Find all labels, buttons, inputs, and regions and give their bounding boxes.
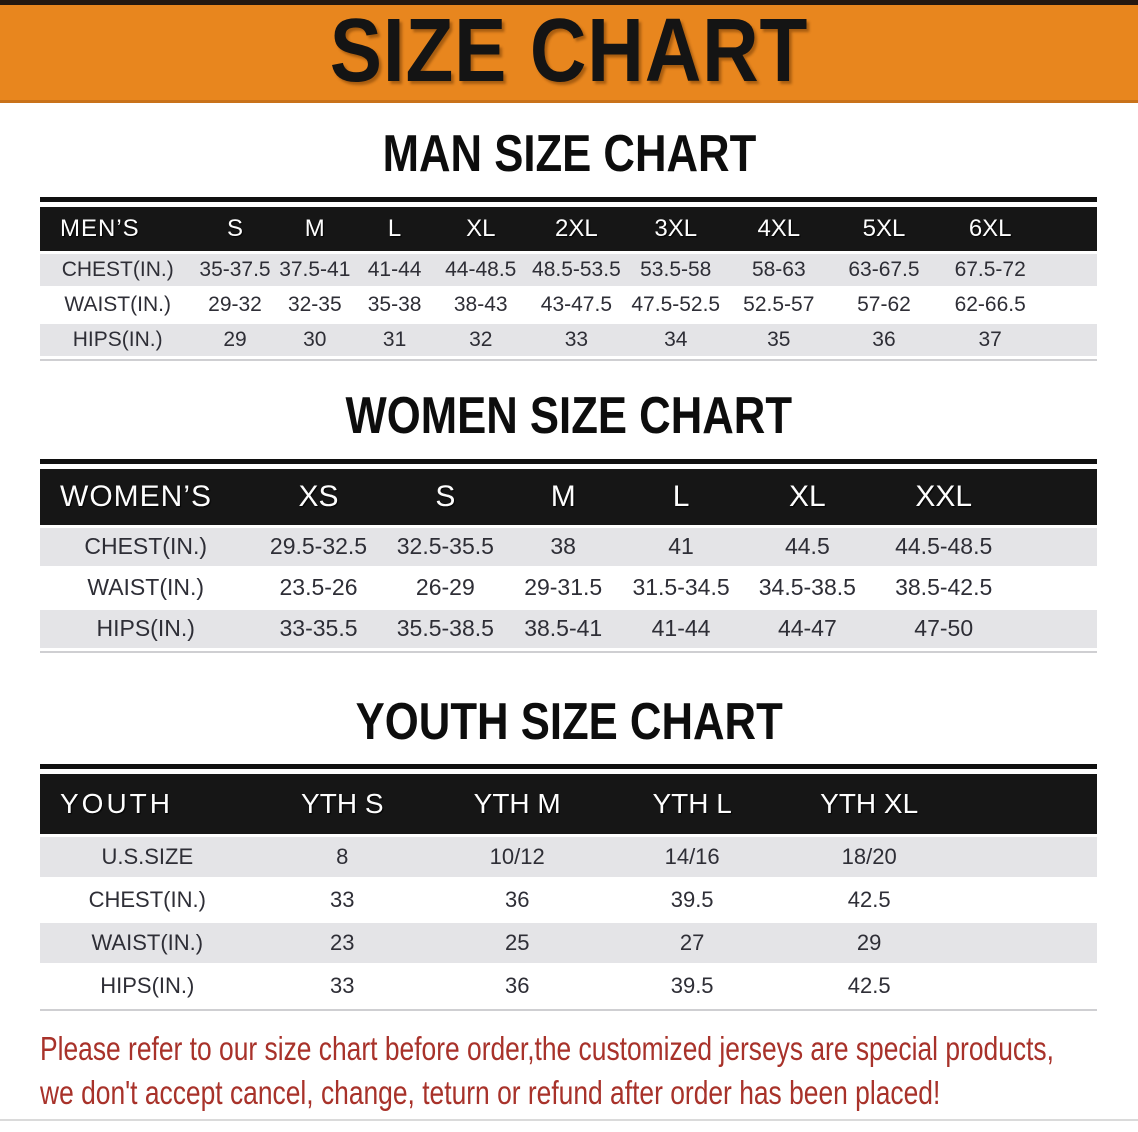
disclaimer-note — [40, 1027, 1138, 1115]
size-value: 34 — [626, 324, 726, 356]
size-value: 31.5-34.5 — [632, 574, 730, 601]
table-row — [40, 880, 1097, 920]
size-col-header: L — [355, 207, 434, 251]
size-value: 37 — [936, 324, 1044, 356]
size-value: 44.5-48.5 — [874, 528, 1014, 566]
women-section-title: WOMEN SIZE CHART — [345, 386, 793, 445]
size-value: 47.5-52.5 — [631, 292, 721, 316]
spacer-cell — [1044, 207, 1097, 251]
size-col-header: XL — [741, 469, 874, 525]
page-bottom-border — [0, 1119, 1138, 1121]
size-value: 35 — [726, 324, 832, 356]
man-section-title: MAN SIZE CHART — [382, 125, 756, 183]
spacer-cell — [958, 837, 1097, 877]
size-value: 30 — [275, 324, 355, 356]
size-value: 23.5-26 — [279, 574, 358, 601]
spacer-cell — [958, 923, 1097, 963]
size-col-header: XXL — [874, 469, 1014, 525]
size-value: 36 — [504, 973, 530, 999]
size-value: 26-29 — [415, 574, 475, 601]
row-label: WAIST(IN.) — [64, 292, 171, 316]
spacer-cell — [1013, 610, 1097, 648]
spacer-cell — [1013, 528, 1097, 566]
size-value: 31 — [355, 324, 434, 356]
spacer-cell — [1044, 324, 1097, 356]
table-row — [40, 966, 1097, 1006]
youth-size-table — [40, 764, 1097, 1011]
size-value: 34.5-38.5 — [758, 574, 856, 601]
size-value: 52.5-57 — [743, 292, 815, 316]
size-value: 41-44 — [355, 254, 434, 286]
table-row — [40, 923, 1097, 963]
size-value: 23 — [255, 923, 430, 963]
size-value: 33-35.5 — [251, 610, 385, 648]
size-value: 33 — [527, 324, 625, 356]
row-label: HIPS(IN.) — [40, 324, 195, 356]
women-section-heading — [0, 387, 1138, 447]
youth-section-title: YOUTH SIZE CHART — [355, 692, 783, 751]
size-col-header: YTH M — [430, 774, 604, 834]
size-value: 29 — [780, 923, 959, 963]
size-value: 38.5-41 — [505, 610, 621, 648]
size-value: 29-31.5 — [524, 574, 603, 601]
table-top-border — [40, 197, 1097, 202]
table-bottom-border — [40, 651, 1097, 653]
disclaimer-line-2: we don't accept cancel, change, teturn or refund after order has been placed! — [40, 1074, 941, 1112]
size-value: 32 — [434, 324, 527, 356]
row-label: HIPS(IN.) — [40, 610, 251, 648]
size-value: 58-63 — [726, 254, 832, 286]
table-row — [40, 528, 1097, 566]
size-value: 14/16 — [604, 837, 779, 877]
size-col-header: YTH XL — [780, 774, 959, 834]
table-row — [40, 610, 1097, 648]
size-value: 8 — [255, 837, 430, 877]
size-value: 42.5 — [847, 887, 891, 913]
spacer-cell — [958, 966, 1097, 1006]
row-label: CHEST(IN.) — [40, 528, 251, 566]
size-col-header: S — [386, 469, 505, 525]
size-col-header: S — [195, 207, 274, 251]
size-value: 42.5 — [847, 973, 891, 999]
table-top-border — [40, 764, 1097, 769]
table-bottom-border — [40, 359, 1097, 361]
size-value: 44-47 — [741, 610, 874, 648]
table-row — [40, 837, 1097, 877]
size-value: 29-32 — [208, 292, 262, 316]
size-value: 38 — [505, 528, 621, 566]
man-section-heading — [0, 125, 1138, 185]
size-value: 36 — [832, 324, 937, 356]
youth-section-heading — [0, 693, 1138, 753]
size-col-header: 4XL — [726, 207, 832, 251]
row-label: WAIST(IN.) — [87, 574, 205, 601]
size-col-header: 6XL — [936, 207, 1044, 251]
title-banner — [0, 0, 1138, 103]
size-value: 53.5-58 — [626, 254, 726, 286]
size-value: 33 — [330, 887, 355, 913]
size-value: 47-50 — [874, 610, 1014, 648]
size-value: 39.5 — [670, 887, 714, 913]
size-value: 62-66.5 — [954, 292, 1026, 316]
spacer-cell — [1013, 469, 1097, 525]
size-value: 33 — [330, 973, 355, 999]
size-col-header: YTH S — [255, 774, 430, 834]
womens-size-table — [40, 459, 1097, 653]
page-title: SIZE CHART — [329, 1, 809, 101]
row-label: HIPS(IN.) — [100, 973, 195, 999]
size-value: 35.5-38.5 — [386, 610, 505, 648]
spacer-cell — [1044, 254, 1097, 286]
spacer-cell — [1013, 569, 1097, 607]
size-value: 44-48.5 — [434, 254, 527, 286]
table-row — [40, 569, 1097, 607]
size-value: 38-43 — [453, 292, 508, 316]
size-col-header: M — [505, 469, 621, 525]
spacer-cell — [1044, 289, 1097, 321]
size-value: 43-47.5 — [540, 292, 613, 316]
youth-table-title: YOUTH — [40, 774, 255, 834]
size-value: 32.5-35.5 — [386, 528, 505, 566]
size-value: 36 — [504, 887, 530, 913]
row-label: WAIST(IN.) — [40, 923, 255, 963]
size-value: 35-38 — [367, 292, 422, 316]
mens-header-row — [40, 207, 1097, 251]
table-bottom-border — [40, 1009, 1097, 1011]
size-value: 41 — [621, 528, 740, 566]
table-top-border — [40, 459, 1097, 464]
size-value: 27 — [604, 923, 779, 963]
size-col-header: 5XL — [832, 207, 937, 251]
size-value: 48.5-53.5 — [527, 254, 625, 286]
size-value: 39.5 — [670, 973, 714, 999]
size-value: 29.5-32.5 — [251, 528, 385, 566]
spacer-cell — [958, 774, 1097, 834]
size-col-header: M — [275, 207, 355, 251]
size-value: 37.5-41 — [275, 254, 355, 286]
size-col-header: L — [621, 469, 740, 525]
size-col-header: XS — [251, 469, 385, 525]
row-label: CHEST(IN.) — [40, 254, 195, 286]
size-value: 29 — [195, 324, 274, 356]
spacer-cell — [958, 880, 1097, 920]
table-row — [40, 289, 1097, 321]
table-row — [40, 324, 1097, 356]
table-row — [40, 254, 1097, 286]
row-label: CHEST(IN.) — [88, 887, 206, 913]
mens-table-title: MEN’S — [40, 207, 195, 251]
size-col-header: 2XL — [527, 207, 625, 251]
mens-size-table — [40, 197, 1097, 361]
size-value: 25 — [430, 923, 604, 963]
size-value: 35-37.5 — [195, 254, 274, 286]
size-col-header: YTH L — [604, 774, 779, 834]
womens-header-row — [40, 469, 1097, 525]
size-value: 44.5 — [741, 528, 874, 566]
youth-header-row — [40, 774, 1097, 834]
size-value: 41-44 — [621, 610, 740, 648]
size-value: 63-67.5 — [832, 254, 937, 286]
size-value: 10/12 — [430, 837, 604, 877]
womens-table-title: WOMEN’S — [40, 469, 251, 525]
size-value: 67.5-72 — [936, 254, 1044, 286]
size-col-header: 3XL — [626, 207, 726, 251]
row-label: U.S.SIZE — [40, 837, 255, 877]
size-value: 18/20 — [780, 837, 959, 877]
size-col-header: XL — [434, 207, 527, 251]
size-value: 38.5-42.5 — [895, 574, 993, 601]
disclaimer-line-1: Please refer to our size chart before order,the customized jerseys are special products, — [40, 1030, 1054, 1068]
size-value: 57-62 — [857, 292, 911, 316]
size-value: 32-35 — [287, 292, 342, 316]
